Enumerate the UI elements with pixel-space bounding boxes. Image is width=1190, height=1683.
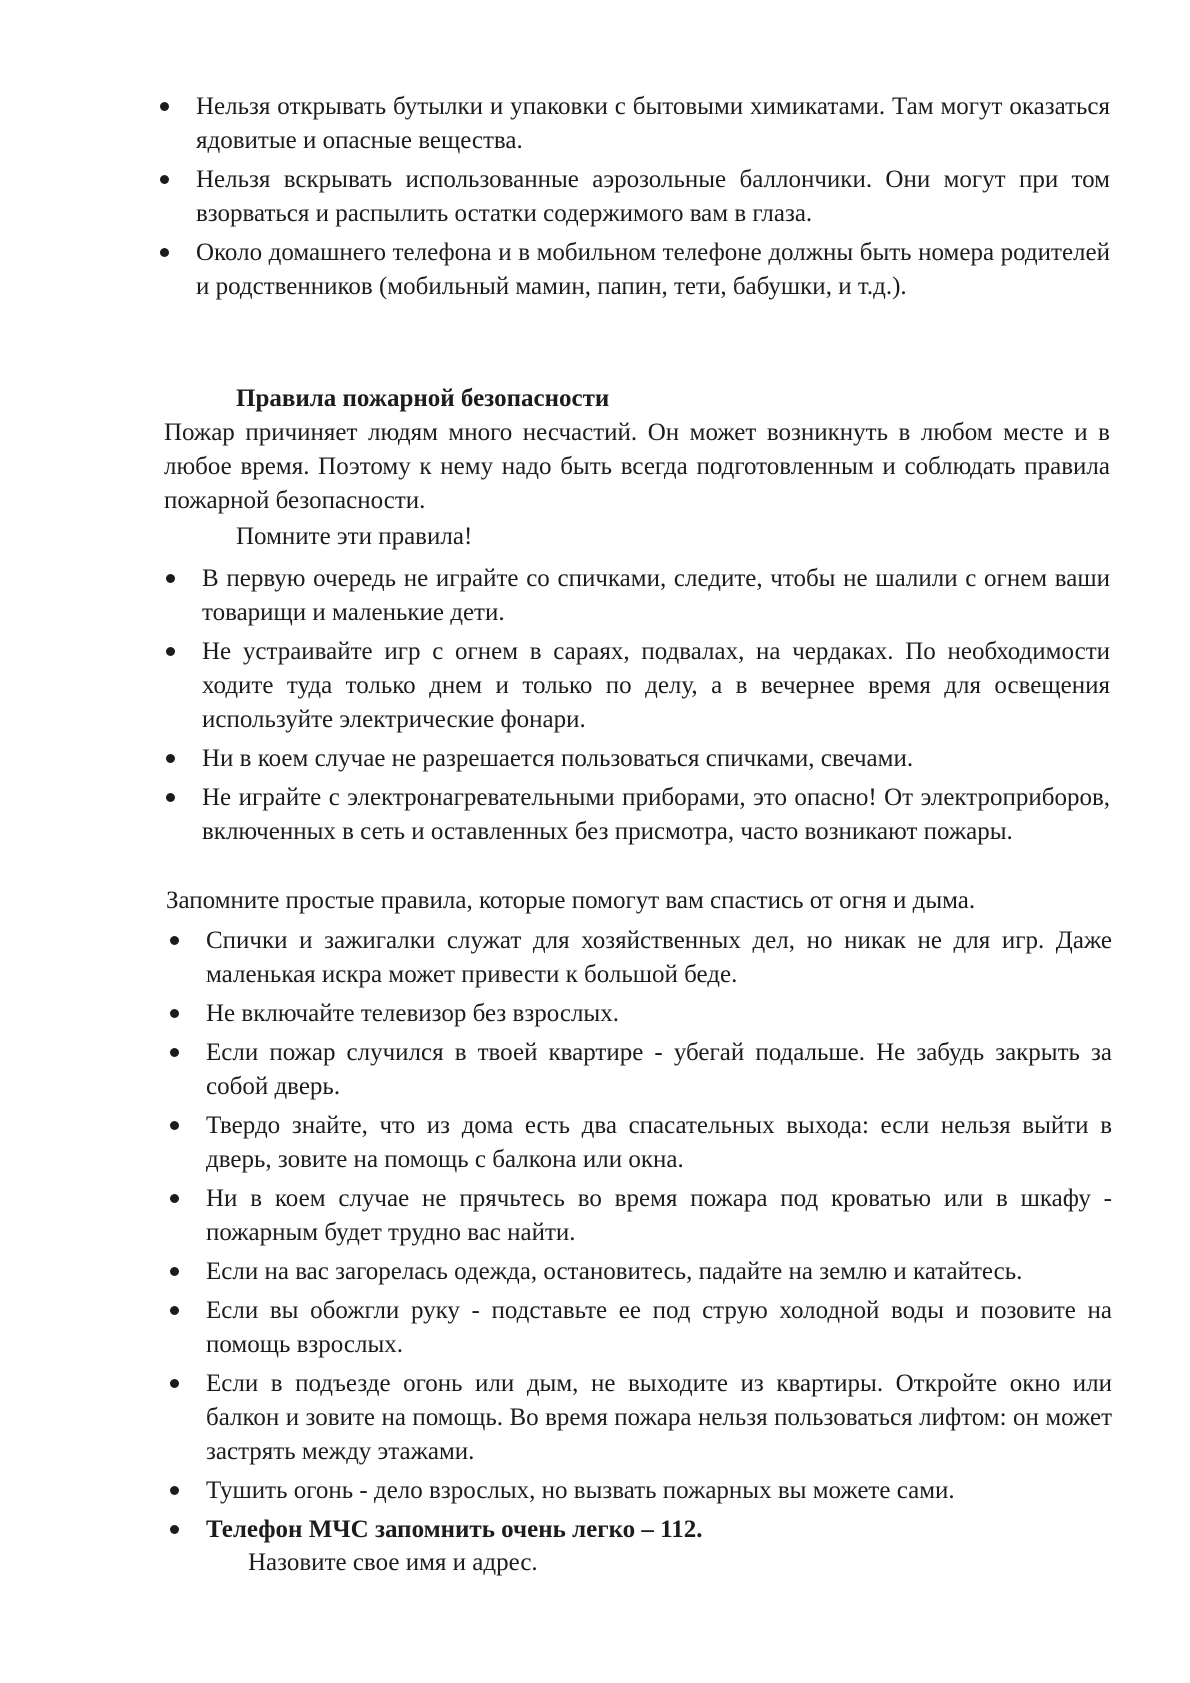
list-item: Если на вас загорелась одежда, остановитесь, падайте на землю и катайтесь. (206, 1255, 1112, 1289)
bullet-icon (166, 793, 175, 802)
bullet-icon (160, 175, 169, 184)
bullet-icon (170, 1306, 179, 1315)
list-item: Не играйте с электронагревательными приборами, это опасно! От электроприборов, включенных в сеть и оставленных без присмотра, часто возникают пожары. (202, 781, 1110, 849)
list-item: В первую очередь не играйте со спичками, следите, чтобы не шалили с огнем ваши товарищи и маленькие дети. (202, 562, 1110, 630)
bullet-icon (170, 1121, 179, 1130)
bullet-icon (166, 574, 175, 583)
bullet-icon (170, 936, 179, 945)
list-item: Телефон МЧС запомнить очень легко – 112. (206, 1513, 1112, 1547)
list-item: Если в подъезде огонь или дым, не выходите из квартиры. Откройте окно или балкон и зовите на помощь. Во время пожара нельзя пользоваться лифтом: он может застрять между этажами. (206, 1367, 1112, 1469)
list-item: Не устраивайте игр с огнем в сараях, подвалах, на чердаках. По необходимости ходите туда только днем и только по делу, а в вечернее время для освещения используйте электрические фонари. (202, 635, 1110, 737)
bullet-icon (170, 1048, 179, 1057)
bullet-icon (170, 1525, 179, 1534)
bullet-icon (166, 647, 175, 656)
bullet-icon (170, 1194, 179, 1203)
list-item: Около домашнего телефона и в мобильном телефоне должны быть номера родителей и родственников (мобильный мамин, папин, тети, бабушки, и т.д.). (196, 236, 1110, 304)
remember-line: Помните эти правила! (236, 523, 473, 550)
list-item: Тушить огонь - дело взрослых, но вызвать пожарных вы можете сами. (206, 1474, 1112, 1508)
list-item: Нельзя открывать бутылки и упаковки с бытовыми химикатами. Там могут оказаться ядовитые и опасные вещества. (196, 90, 1110, 158)
list-item: Если вы обожгли руку - подставьте ее под струю холодной воды и позовите на помощь взрослых. (206, 1294, 1112, 1362)
list-item: Ни в коем случае не прячьтесь во время пожара под кроватью или в шкафу - пожарным будет трудно вас найти. (206, 1182, 1112, 1250)
intro-paragraph: Пожар причиняет людям много несчастий. Он может возникнуть в любом месте и в любое время. Поэтому к нему надо быть всегда подготовленным и соблюдать правила пожарной безопасности. (164, 419, 1110, 514)
simple-rules-list (206, 924, 1112, 1547)
household-safety-list (196, 90, 1110, 304)
list-item: Спички и зажигалки служат для хозяйственных дел, но никак не для игр. Даже маленькая искра может привести к большой беде. (206, 924, 1112, 992)
section-heading: Правила пожарной безопасности (236, 385, 610, 412)
bullet-icon (160, 248, 169, 257)
bullet-icon (170, 1267, 179, 1276)
bullet-icon (160, 102, 169, 111)
bullet-icon (170, 1009, 179, 1018)
list-item: Ни в коем случае не разрешается пользоваться спичками, свечами. (202, 742, 1110, 776)
closing-line: Назовите свое имя и адрес. (248, 1549, 538, 1576)
fire-rules-list (202, 562, 1110, 849)
simple-rules-intro: Запомните простые правила, которые помогут вам спастись от огня и дыма. (166, 887, 976, 914)
bullet-icon (166, 754, 175, 763)
bullet-icon (170, 1379, 179, 1388)
bullet-icon (170, 1486, 179, 1495)
list-item: Если пожар случился в твоей квартире - убегай подальше. Не забудь закрыть за собой дверь. (206, 1036, 1112, 1104)
list-item: Не включайте телевизор без взрослых. (206, 997, 1112, 1031)
list-item: Твердо знайте, что из дома есть два спасательных выхода: если нельзя выйти в дверь, зовите на помощь с балкона или окна. (206, 1109, 1112, 1177)
list-item: Нельзя вскрывать использованные аэрозольные баллончики. Они могут при том взорваться и распылить остатки содержимого вам в глаза. (196, 163, 1110, 231)
